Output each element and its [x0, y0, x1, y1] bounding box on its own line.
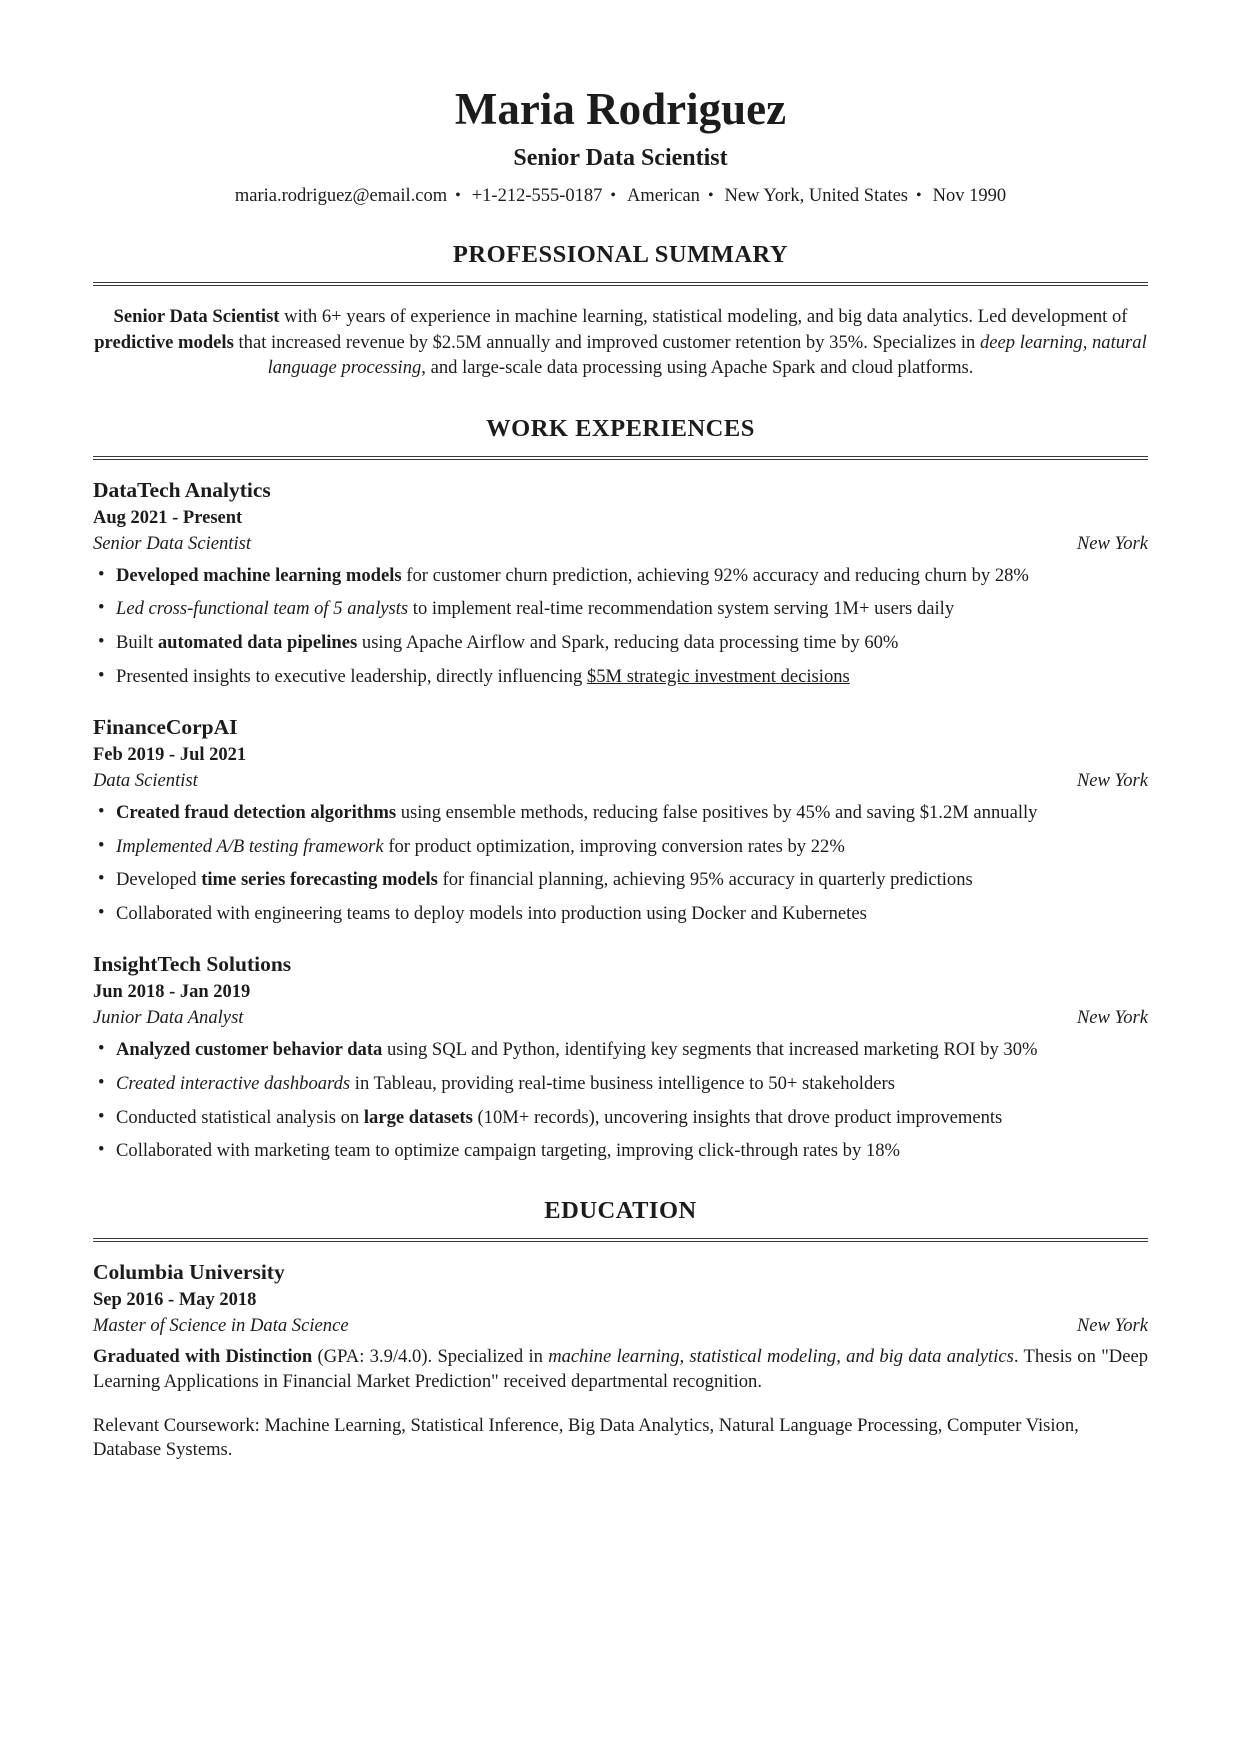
company-name: DataTech Analytics: [93, 477, 271, 502]
summary-paragraph: [93, 304, 1148, 380]
bullet-text: [116, 869, 973, 890]
contact-line: [93, 186, 1148, 207]
text-run: with 6+ years of experience in machine learning, statistical modeling, and big data analytics. Led development of: [279, 306, 1128, 328]
bullet-text: [116, 632, 898, 653]
bullet-separator: •: [610, 187, 616, 205]
section-divider: [93, 456, 1148, 460]
text-run: that increased revenue by $2.5M annually and improved customer retention by 35%. Specializes in: [233, 331, 980, 353]
job-bullet-list: [93, 801, 1148, 926]
role-line: [93, 770, 1148, 792]
text-run: Collaborated with marketing team to optimize campaign targeting, improving click-through rates by 18%: [116, 1140, 901, 1162]
job-bullet: [93, 597, 1148, 621]
job-location: New York: [1076, 532, 1148, 554]
text-run: predictive models: [94, 331, 234, 353]
section-divider: [93, 1238, 1148, 1242]
bullet-text: [116, 565, 1029, 586]
text-run: Collaborated with engineering teams to deploy models into production using Docker and Kubernetes: [116, 903, 867, 925]
text-run: time series forecasting models: [201, 869, 438, 891]
text-run: Created interactive dashboards: [116, 1072, 351, 1094]
bullet-text: [116, 836, 845, 857]
education-entry-columbia: [93, 1260, 1148, 1463]
text-run: Implemented A/B testing framework: [116, 835, 384, 857]
text-run: Built: [116, 632, 158, 654]
text-run: using Apache Airflow and Spark, reducing data processing time by 60%: [357, 632, 899, 654]
text-run: Developed: [116, 869, 202, 891]
job-bullet: [93, 902, 1148, 926]
bullet-text: [116, 1073, 895, 1094]
text-run: Presented insights to executive leadership, directly influencing: [116, 666, 587, 688]
job-bullet: [93, 1038, 1148, 1062]
text-run: using SQL and Python, identifying key segments that increased marketing ROI by 30%: [382, 1039, 1038, 1061]
degree-name: Master of Science in Data Science: [93, 1315, 349, 1337]
education-coursework: [93, 1414, 1148, 1463]
section-divider: [93, 282, 1148, 286]
text-run: to implement real-time recommendation system serving 1M+ users daily: [408, 598, 955, 620]
job-bullet: [93, 1072, 1148, 1096]
job-bullet: [93, 631, 1148, 655]
text-run: Led cross-functional team of 5 analysts: [116, 598, 409, 620]
text-run: machine learning, statistical modeling, and big data analytics: [548, 1346, 1014, 1368]
text-run: . Thesis on "Deep Learning Applications in Financial Market Prediction" received departmental recognition.: [93, 1346, 1149, 1392]
job-location: New York: [1076, 1007, 1148, 1029]
text-run: , and large-scale data processing using Apache Spark and cloud platforms.: [421, 357, 974, 379]
resume-header: [93, 86, 1148, 207]
bullet-separator: •: [455, 187, 461, 205]
text-run: Graduated with Distinction: [93, 1346, 313, 1368]
candidate-name: Maria Rodriguez: [454, 84, 787, 134]
text-run: (GPA: 3.9/4.0). Specialized in: [312, 1346, 549, 1368]
underlined-link-text[interactable]: $5M strategic investment decisions: [586, 666, 850, 688]
job-dates: Aug 2021 - Present: [93, 507, 243, 528]
contact-location: New York, United States: [724, 186, 909, 207]
job-bullet: [93, 564, 1148, 588]
job-entry-insighttech: [93, 952, 1148, 1163]
bullet-text: [116, 1039, 1038, 1060]
role-line: [93, 1007, 1148, 1029]
candidate-title: Senior Data Scientist: [513, 145, 728, 172]
job-bullet: [93, 1139, 1148, 1163]
job-dates: Jun 2018 - Jan 2019: [93, 982, 251, 1003]
text-run: for customer churn prediction, achieving 92% accuracy and reducing churn by 28%: [401, 564, 1029, 586]
text-run: for financial planning, achieving 95% accuracy in quarterly predictions: [437, 869, 973, 891]
section-professional-summary: [93, 241, 1148, 380]
bullet-separator: •: [707, 187, 714, 205]
text-run: Relevant Coursework: Machine Learning, Statistical Inference, Big Data Analytics, Natural Language Processing, Computer Vision, Database Systems.: [93, 1414, 1079, 1461]
school-name: Columbia University: [93, 1260, 285, 1285]
contact-phone: +1-212-555-0187: [471, 186, 603, 207]
bullet-text: [116, 666, 850, 687]
education-description: [93, 1345, 1148, 1394]
job-role: Junior Data Analyst: [93, 1007, 244, 1029]
role-line: [93, 533, 1148, 555]
text-run: deep learning, natural language processing: [267, 331, 1147, 379]
section-education: [93, 1197, 1148, 1463]
company-name: FinanceCorpAI: [93, 714, 238, 739]
education-dates: Sep 2016 - May 2018: [93, 1290, 257, 1311]
job-bullet: [93, 665, 1148, 689]
section-heading-experience: WORK EXPERIENCES: [486, 414, 755, 442]
job-location: New York: [1076, 769, 1148, 791]
section-heading-summary: PROFESSIONAL SUMMARY: [452, 241, 789, 269]
text-run: Senior Data Scientist: [113, 306, 280, 328]
education-location: New York: [1076, 1315, 1148, 1337]
text-run: Developed machine learning models: [116, 564, 402, 586]
job-bullet-list: [93, 1038, 1148, 1163]
company-name: InsightTech Solutions: [93, 952, 292, 977]
bullet-text: [116, 1140, 900, 1161]
text-run: Analyzed customer behavior data: [116, 1039, 383, 1061]
contact-birthdate: Nov 1990: [932, 186, 1007, 207]
text-run: (10M+ records), uncovering insights that drove product improvements: [472, 1106, 1003, 1128]
text-run: in Tableau, providing real-time business intelligence to 50+ stakeholders: [350, 1072, 895, 1094]
section-work-experiences: [93, 415, 1148, 1164]
job-bullet-list: [93, 564, 1148, 689]
bullet-text: [116, 598, 954, 619]
text-run: Created fraud detection algorithms: [116, 801, 397, 823]
text-run: using ensemble methods, reducing false positives by 45% and saving $1.2M annually: [396, 801, 1038, 823]
bullet-text: [116, 1107, 1002, 1128]
job-role: Data Scientist: [93, 769, 198, 791]
job-entry-datatech: [93, 478, 1148, 689]
degree-line: [93, 1315, 1148, 1337]
bullet-text: [116, 903, 867, 924]
job-dates: Feb 2019 - Jul 2021: [93, 744, 247, 765]
job-bullet: [93, 835, 1148, 859]
job-entry-financecorpai: [93, 715, 1148, 926]
text-run: for product optimization, improving conversion rates by 22%: [383, 835, 845, 857]
contact-nationality: American: [627, 186, 700, 207]
section-heading-education: EDUCATION: [544, 1197, 697, 1225]
bullet-separator: •: [916, 187, 922, 205]
job-bullet: [93, 1106, 1148, 1130]
text-run: large datasets: [363, 1106, 473, 1128]
contact-email: maria.rodriguez@email.com: [234, 186, 448, 207]
job-bullet: [93, 801, 1148, 825]
job-bullet: [93, 868, 1148, 892]
job-role: Senior Data Scientist: [93, 532, 252, 554]
text-run: automated data pipelines: [157, 632, 358, 654]
bullet-text: [116, 802, 1037, 823]
text-run: Conducted statistical analysis on: [116, 1106, 364, 1128]
